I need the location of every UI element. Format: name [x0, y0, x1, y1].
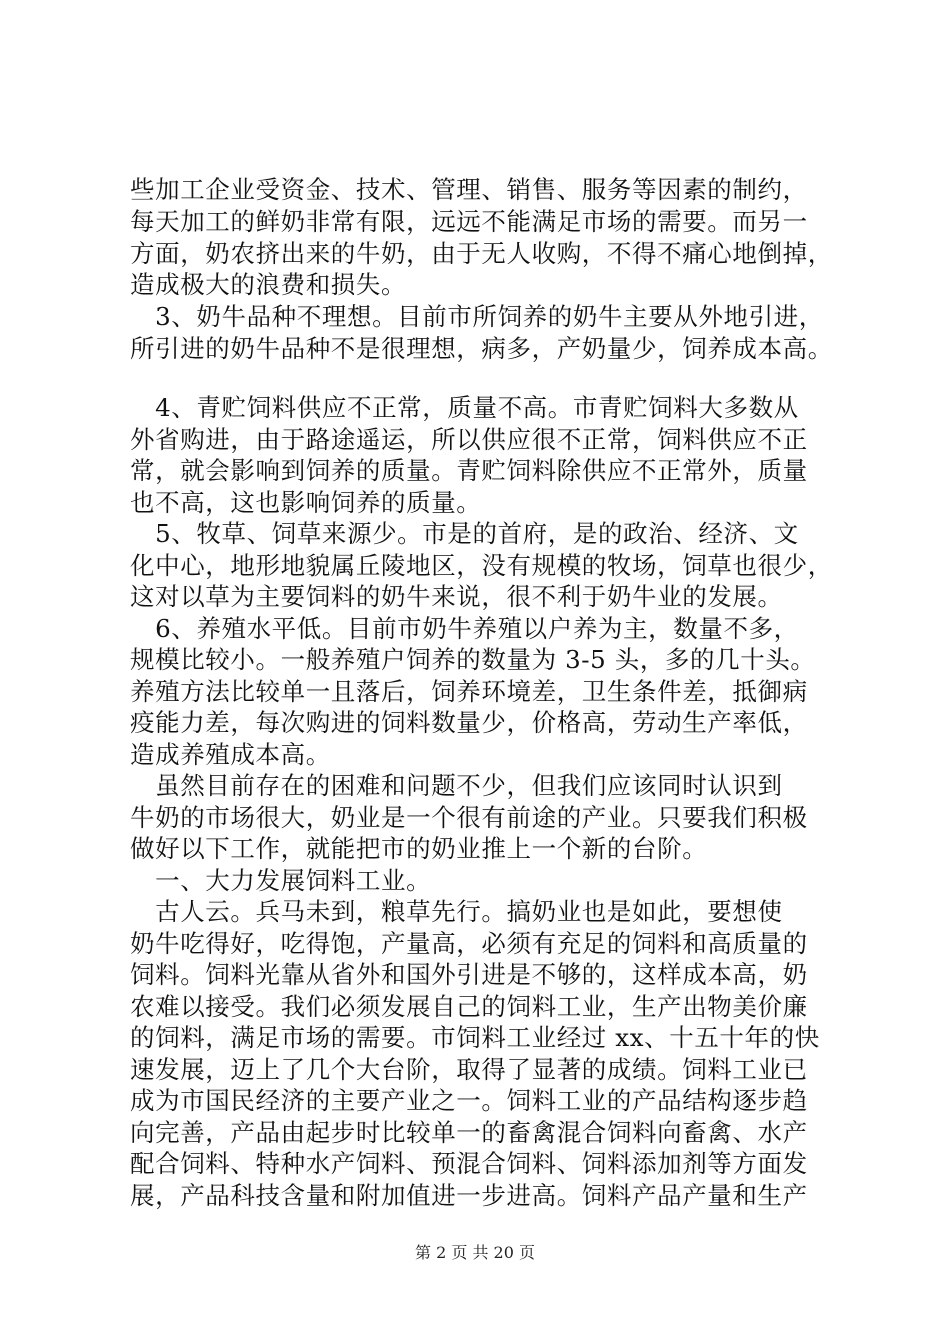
- page-number-footer: 第 2 页 共 20 页: [415, 1243, 535, 1262]
- text-line: 古人云。兵马未到，粮草先行。搞奶业也是如此，要想使: [130, 897, 783, 926]
- text-line: 外省购进，由于路途遥运，所以供应很不正常，饲料供应不正: [130, 425, 808, 454]
- text-line: 奶牛吃得好，吃得饱，产量高，必须有充足的饲料和高质量的: [130, 929, 808, 958]
- text-line: 这对以草为主要饲料的奶牛来说，很不利于奶牛业的发展。: [130, 582, 783, 611]
- text-line: 虽然目前存在的困难和问题不少，但我们应该同时认识到: [130, 771, 783, 800]
- section-heading: 一、大力发展饲料工业。: [130, 866, 432, 895]
- text-line: 成为市国民经济的主要产业之一。饲料工业的产品结构逐步趋: [130, 1086, 808, 1115]
- text-line: 配合饲料、特种水产饲料、预混合饲料、饲料添加剂等方面发: [130, 1149, 808, 1178]
- text-line: 展，产品科技含量和附加值进一步进高。饲料产品产量和生产: [130, 1181, 808, 1210]
- text-line: 农难以接受。我们必须发展自己的饲料工业，生产出物美价廉: [130, 992, 808, 1021]
- text-line: 养殖方法比较单一且落后，饲养环境差，卫生条件差，抵御病: [130, 677, 808, 706]
- text-line: 方面，奶农挤出来的牛奶，由于无人收购，不得不痛心地倒掉，: [130, 239, 833, 268]
- text-line: 饲料。饲料光靠从省外和国外引进是不够的，这样成本高，奶: [130, 960, 808, 989]
- text-line: 5、牧草、饲草来源少。市是的首府，是的政治、经济、文: [130, 519, 799, 548]
- text-line: 每天加工的鲜奶非常有限，远远不能满足市场的需要。而另一: [130, 207, 808, 236]
- text-line: 向完善，产品由起步时比较单一的畜禽混合饲料向畜禽、水产: [130, 1118, 808, 1147]
- text-line: 常，就会影响到饲养的质量。青贮饲料除供应不正常外，质量: [130, 456, 808, 485]
- text-line: 也不高，这也影响饲养的质量。: [130, 488, 482, 517]
- text-line: 6、养殖水平低。目前市奶牛养殖以户养为主，数量不多，: [130, 614, 799, 643]
- text-line: 4、青贮饲料供应不正常，质量不高。市青贮饲料大多数从: [130, 393, 799, 422]
- text-line: 些加工企业受资金、技术、管理、销售、服务等因素的制约，: [130, 175, 808, 204]
- text-line: 的饲料，满足市场的需要。市饲料工业经过 xx、十五十年的快: [130, 1023, 820, 1052]
- text-line: 规模比较小。一般养殖户饲养的数量为 3-5 头，多的几十头。: [130, 645, 816, 674]
- text-line: 疫能力差，每次购进的饲料数量少，价格高，劳动生产率低，: [130, 708, 808, 737]
- text-line: 所引进的奶牛品种不是很理想，病多，产奶量少，饲养成本高。: [130, 334, 833, 363]
- text-line: 3、奶牛品种不理想。目前市所饲养的奶牛主要从外地引进，: [130, 302, 824, 331]
- text-line: 牛奶的市场很大，奶业是一个很有前途的产业。只要我们积极: [130, 803, 808, 832]
- text-line: 造成极大的浪费和损失。: [130, 270, 407, 299]
- text-line: 造成养殖成本高。: [130, 740, 331, 769]
- text-line: 化中心，地形地貌属丘陵地区，没有规模的牧场，饲草也很少，: [130, 551, 833, 580]
- text-line: 做好以下工作，就能把市的奶业推上一个新的台阶。: [130, 834, 708, 863]
- text-line: 速发展，迈上了几个大台阶，取得了显著的成绩。饲料工业已: [130, 1055, 808, 1084]
